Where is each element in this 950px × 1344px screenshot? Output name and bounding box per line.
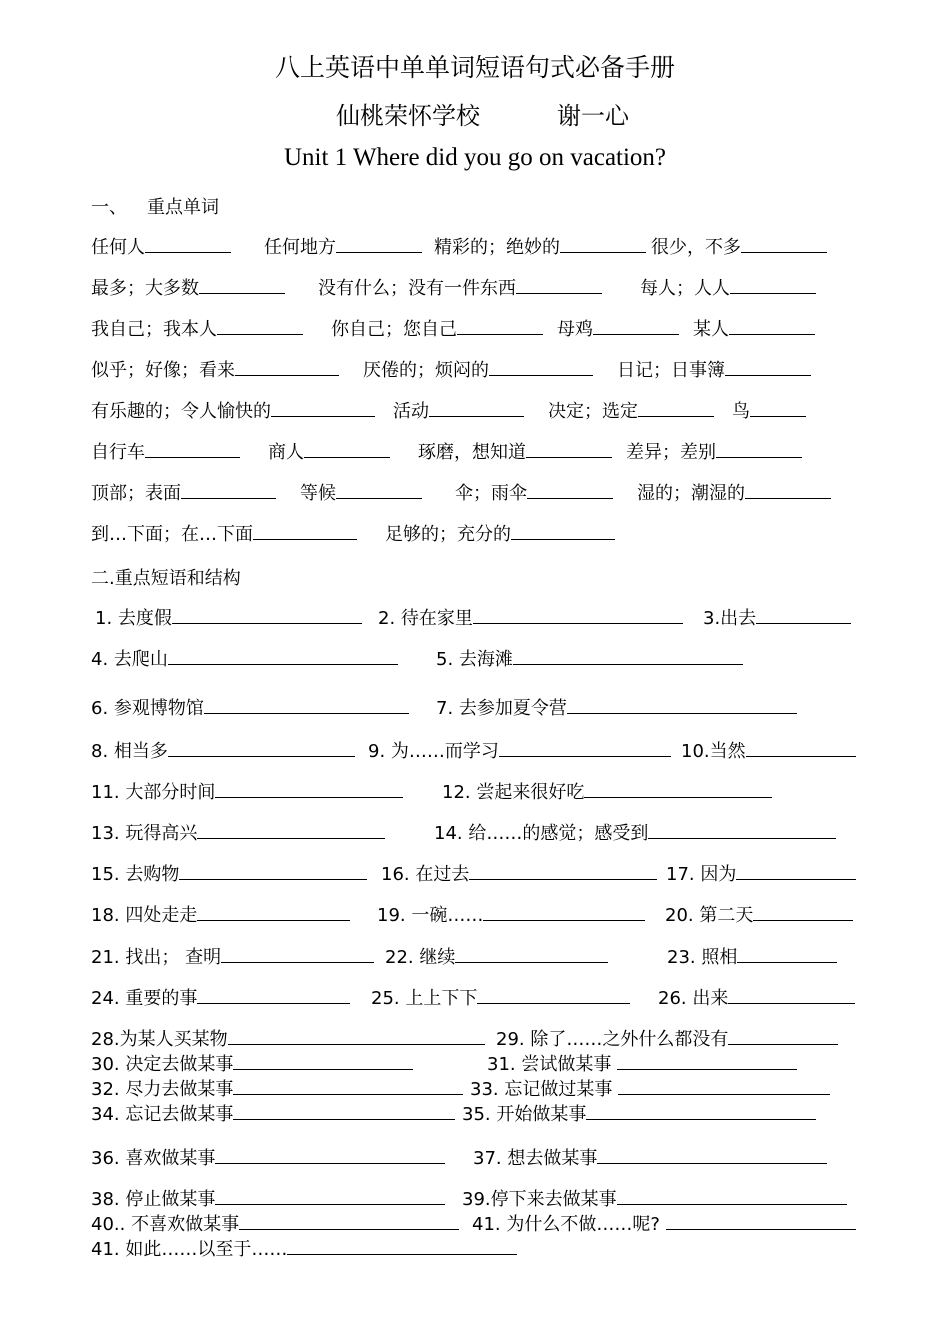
phrase-prompt: 31. 尝试做某事 [487,1054,618,1075]
answer-blank[interactable] [233,1101,455,1120]
answer-blank[interactable] [336,480,422,499]
answer-blank[interactable] [725,357,811,376]
phrase-item [371,985,630,1011]
answer-blank[interactable] [145,439,240,458]
answer-blank[interactable] [750,398,806,417]
word-prompt: 日记；日事簿 [617,360,725,381]
answer-blank[interactable] [586,1101,816,1120]
answer-blank[interactable] [737,944,837,963]
phrase-item [91,1026,485,1052]
phrase-item [91,944,374,970]
phrase-item [91,1076,463,1102]
phrase-item [667,944,837,970]
answer-blank[interactable] [716,439,802,458]
answer-blank[interactable] [617,1051,797,1070]
word-prompt: 我自己；我本人 [91,319,217,340]
answer-blank[interactable] [513,646,743,665]
school-name: 仙桃荣怀学校 [336,102,480,130]
phrase-prompt: 9. 为……而学习 [368,741,499,762]
phrase-item [703,605,851,631]
answer-blank[interactable] [666,1211,856,1230]
word-row-4 [91,357,811,383]
phrase-prompt: 32. 尽力去做某事 [91,1079,234,1100]
answer-blank[interactable] [736,861,856,880]
answer-blank[interactable] [181,480,276,499]
phrase-prompt: 41. 如此……以至于…… [91,1239,288,1260]
phrase-item [91,1211,459,1237]
word-prompt: 任何地方 [264,237,336,258]
answer-blank[interactable] [483,902,645,921]
answer-blank[interactable] [597,1145,827,1164]
answer-blank[interactable] [233,1076,463,1095]
answer-blank[interactable] [526,439,612,458]
phrase-item [91,985,350,1011]
phrase-item [368,738,671,764]
phrase-item [473,1145,827,1171]
word-prompt: 到…下面；在…下面 [91,524,253,545]
answer-blank[interactable] [618,1076,830,1095]
answer-blank[interactable] [511,521,615,540]
answer-blank[interactable] [215,1145,445,1164]
word-prompt: 精彩的；绝妙的 [434,237,560,258]
phrase-prompt: 38. 停止做某事 [91,1189,216,1210]
word-row-3 [91,316,815,342]
phrase-prompt: 33. 忘记做过某事 [470,1079,619,1100]
phrase-item [658,985,855,1011]
phrase-prompt: 37. 想去做某事 [473,1148,598,1169]
word-prompt: 活动 [393,401,429,422]
phrase-item [91,820,385,846]
answer-blank[interactable] [527,480,613,499]
phrase-prompt: 12. 尝起来很好吃 [442,782,585,803]
answer-blank[interactable] [648,820,836,839]
answer-blank[interactable] [235,357,339,376]
page-title: 八上英语中单单词短语句式必备手册 [274,53,675,82]
phrase-prompt: 22. 继续 [385,947,456,968]
phrase-prompt: 15. 去购物 [91,864,180,885]
phrase-prompt: 2. 待在家里 [378,608,473,629]
phrase-prompt: 34. 忘记去做某事 [91,1104,234,1125]
answer-blank[interactable] [253,521,357,540]
word-row-5 [91,398,806,424]
word-prompt: 自行车 [91,442,145,463]
phrase-prompt: 8. 相当多 [91,741,168,762]
answer-blank[interactable] [584,779,772,798]
word-prompt: 最多；大多数 [91,278,199,299]
answer-blank[interactable] [336,234,422,253]
phrase-prompt: 13. 玩得高兴 [91,823,198,844]
answer-blank[interactable] [567,695,797,714]
phrase-prompt: 14. 给……的感觉；感受到 [434,823,649,844]
phrase-item [496,1026,838,1052]
word-prompt: 某人 [693,319,729,340]
phrase-item [378,605,683,631]
word-row-1 [91,234,827,260]
phrase-item [487,1051,797,1077]
section1-number: 一、 [91,197,127,218]
answer-blank[interactable] [228,1026,485,1045]
phrase-prompt: 21. 找出； 查明 [91,947,222,968]
word-prompt: 没有什么；没有一件东西 [318,278,516,299]
phrase-prompt: 39.停下来去做某事 [462,1189,617,1210]
answer-blank[interactable] [287,1236,517,1255]
word-prompt: 厌倦的；烦闷的 [363,360,489,381]
answer-blank[interactable] [172,605,362,624]
phrase-item [91,1236,517,1262]
phrase-item [472,1211,856,1237]
answer-blank[interactable] [745,480,831,499]
answer-blank[interactable] [457,316,543,335]
phrase-item [434,820,836,846]
word-prompt: 有乐趣的；令人愉快的 [91,401,271,422]
answer-blank[interactable] [429,398,524,417]
answer-blank[interactable] [168,738,355,757]
phrase-item [91,738,355,764]
phrase-item [91,1186,445,1212]
word-row-7 [91,480,831,506]
phrase-item [91,1145,445,1171]
phrase-item [470,1076,830,1102]
word-prompt: 等候 [300,483,336,504]
phrase-prompt: 30. 决定去做某事 [91,1054,234,1075]
phrase-prompt: 5. 去海滩 [436,649,513,670]
phrase-prompt: 24. 重要的事 [91,988,198,1009]
answer-blank[interactable] [516,275,602,294]
phrase-item [436,646,743,672]
answer-blank[interactable] [729,316,815,335]
answer-blank[interactable] [560,234,646,253]
answer-blank[interactable] [753,902,853,921]
phrase-item [91,1051,413,1077]
word-prompt: 似乎；好像；看来 [91,360,235,381]
answer-blank[interactable] [221,944,374,963]
word-prompt: 顶部；表面 [91,483,181,504]
word-prompt: 每人；人人 [640,278,730,299]
word-prompt: 你自己；您自己 [331,319,457,340]
phrase-prompt: 20. 第二天 [665,905,754,926]
phrase-prompt: 3.出去 [703,608,757,629]
word-prompt: 商人 [268,442,304,463]
answer-blank[interactable] [730,275,816,294]
answer-blank[interactable] [179,861,367,880]
phrase-prompt: 36. 喜欢做某事 [91,1148,216,1169]
unit-title: Unit 1 Where did you go on vacation? [283,144,667,171]
answer-blank[interactable] [473,605,683,624]
phrase-item [442,779,772,805]
phrase-item [377,902,645,928]
section1-heading: 重点单词 [147,197,219,218]
phrase-prompt: 23. 照相 [667,947,738,968]
answer-blank[interactable] [197,902,350,921]
word-prompt: 足够的；充分的 [385,524,511,545]
phrase-prompt: 35. 开始做某事 [462,1104,587,1125]
word-row-2 [91,275,816,301]
phrase-item [681,738,856,764]
author-name: 谢一心 [557,102,629,130]
phrase-prompt: 40.. 不喜欢做某事 [91,1214,240,1235]
answer-blank[interactable] [728,985,855,1004]
phrase-item [381,861,657,887]
answer-blank[interactable] [638,398,714,417]
phrase-prompt: 17. 因为 [666,864,737,885]
phrase-prompt: 7. 去参加夏令营 [436,698,567,719]
answer-blank[interactable] [197,985,350,1004]
phrase-prompt: 18. 四处走走 [91,905,198,926]
answer-blank[interactable] [617,1186,847,1205]
phrase-item [91,695,409,721]
answer-blank[interactable] [499,738,671,757]
phrase-item [95,605,362,631]
word-prompt: 很少，不多 [651,237,741,258]
word-prompt: 湿的；潮湿的 [637,483,745,504]
answer-blank[interactable] [215,1186,445,1205]
phrase-prompt: 10.当然 [681,741,746,762]
answer-blank[interactable] [145,234,231,253]
phrase-prompt: 6. 参观博物馆 [91,698,204,719]
phrase-item [462,1186,847,1212]
answer-blank[interactable] [741,234,827,253]
phrase-item [91,902,350,928]
word-prompt: 决定；选定 [548,401,638,422]
phrase-prompt: 29. 除了……之外什么都没有 [496,1029,729,1050]
word-prompt: 琢磨，想知道 [418,442,526,463]
phrase-item [462,1101,816,1127]
word-prompt: 伞；雨伞 [455,483,527,504]
answer-blank[interactable] [746,738,856,757]
word-prompt: 鸟 [732,401,750,422]
answer-blank[interactable] [199,275,285,294]
phrase-prompt: 25. 上上下下 [371,988,478,1009]
phrase-prompt: 26. 出来 [658,988,729,1009]
phrase-item [436,695,797,721]
answer-blank[interactable] [217,316,303,335]
answer-blank[interactable] [469,861,657,880]
word-prompt: 差异；差别 [626,442,716,463]
answer-blank[interactable] [197,820,385,839]
answer-blank[interactable] [215,779,403,798]
word-row-6 [91,439,802,465]
word-prompt: 母鸡 [557,319,593,340]
phrase-item [91,861,367,887]
answer-blank[interactable] [168,646,398,665]
answer-blank[interactable] [204,695,409,714]
answer-blank[interactable] [489,357,593,376]
phrase-item [91,1101,455,1127]
answer-blank[interactable] [593,316,679,335]
phrase-prompt: 4. 去爬山 [91,649,168,670]
phrase-prompt: 28.为某人买某物 [91,1029,228,1050]
answer-blank[interactable] [239,1211,459,1230]
word-row-8 [91,521,615,547]
word-prompt: 任何人 [91,237,145,258]
answer-blank[interactable] [756,605,851,624]
answer-blank[interactable] [304,439,390,458]
phrase-prompt: 19. 一碗…… [377,905,484,926]
answer-blank[interactable] [477,985,630,1004]
phrase-item [91,646,398,672]
answer-blank[interactable] [455,944,608,963]
phrase-prompt: 16. 在过去 [381,864,470,885]
answer-blank[interactable] [728,1026,838,1045]
phrase-item [385,944,608,970]
phrase-item [91,779,403,805]
phrase-prompt: 11. 大部分时间 [91,782,216,803]
section2-heading: 二.重点短语和结构 [91,568,241,589]
phrase-item [666,861,856,887]
phrase-prompt: 1. 去度假 [95,608,172,629]
answer-blank[interactable] [233,1051,413,1070]
phrase-prompt: 41. 为什么不做……呢? [472,1214,666,1235]
answer-blank[interactable] [271,398,375,417]
phrase-item [665,902,853,928]
